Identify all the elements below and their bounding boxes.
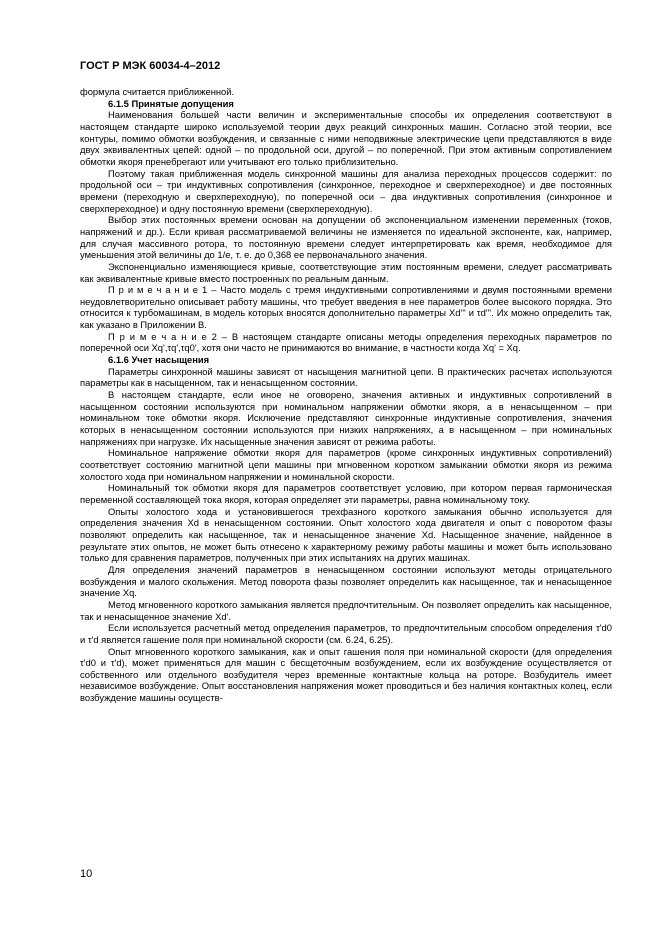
body-paragraph: Если используется расчетный метод определения параметров, то предпочтительным способом определения τ'd0 и τ'd является гашение поля при номинальной скорости (см. 6.24, 6.25). [80,622,612,645]
body-paragraph: Опыт мгновенного короткого замыкания, как и опыт гашения поля при номинальной скорости (для определения τ'd0 и τ'd), может применяться для машин с бесщеточным возбуждением, если их возбуждение осуществляется от собственного или отдельного возбудителя через временные контактные кольца на роторе. Возбудитель имеет независимое возбуждение. Опыт восстановления напряжения может проводиться и без наличия контактных колец, если возбуждение машины осуществ- [80,645,612,704]
section-heading: 6.1.5 Принятые допущения [108,97,234,109]
body-paragraph: Для определения значений параметров в ненасыщенном состоянии используют методы отрицательного возбуждения и малого скольжения. Метод поворота фазы позволяет определить как насыщенное, так и ненасыщенное значение Xq. [80,563,612,599]
document-page [80,60,612,704]
document-header: ГОСТ Р МЭК 60034-4–2012 [80,60,221,72]
section-heading: 6.1.6 Учет насыщения [108,354,210,366]
body-paragraph: формула считается приближенной. [80,86,235,97]
body-paragraph: П р и м е ч а н и е 2 – В настоящем стандарте описаны методы определения переходных параметров по поперечной оси Xq',τq',τq0', хотя они часто не принимаются во внимание, в частности когда Xq' = Xq. [80,330,612,354]
body-paragraph: Параметры синхронной машины зависят от насыщения магнитной цепи. В практических расчетах используются параметры как в насыщенном, так и ненасыщенном состоянии. [80,365,612,389]
body-paragraph: Номинальное напряжение обмотки якоря для параметров (кроме синхронных индуктивных сопротивлений) соответствует состоянию магнитной цепи машины при мгновенном коротком замыкании обмотки якоря из режима холостого хода при номинальном напряжении и номинальной скорости. [80,447,612,482]
page-number: 10 [80,868,93,880]
body-paragraph: В настоящем стандарте, если иное не оговорено, значения активных и индуктивных сопротивлений в насыщенном состоянии используются при номинальном напряжении обмотки якоря, а в ненасыщенном – при номинальном токе обмотки якоря. Исключение представляют синхронные индуктивные сопротивления, значения которых в ненасыщенном состоянии используются при низких напряжениях, а в насыщенном – при номинальных напряжениях при нагрузке. Их насыщенные значения зависят от режима работы. [80,389,612,447]
body-paragraph: Опыты холостого хода и установившегося трехфазного короткого замыкания обычно используется для определения значения Xd в ненасыщенном состоянии. Опыт холостого хода двигателя и опыт с поворотом фазы позволяют определить как насыщенное, так и ненасыщенное значение Xd. Насыщенное значение, найденное в результате этих опытов, не может быть отнесено к характерному режиму работы машины и может быть использовано только для сравнения параметров, полученных при этих испытаниях на других машинах. [80,505,612,564]
body-paragraph: Метод мгновенного короткого замыкания является предпочтительным. Он позволяет определить как насыщенное, так и ненасыщенное значение Xd'. [80,598,612,622]
body-paragraph: Номинальный ток обмотки якоря для параметров соответствует условию, при котором первая гармоническая переменной составляющей тока якоря, которая определяет эти параметры, равна номинальному току. [80,482,612,505]
body-paragraph: Выбор этих постоянных времени основан на допущении об экспоненциальном изменении переменных (токов, напряжений и др.). Если кривая рассматриваемой величины не изменяется по идеальной экспоненте, как, например, для случая массивного ротора, то постоянную времени следует интерпретировать как время, необходимое для уменьшения этой величины до 1/e, т. е. до 0,368 ее первоначального значения. [80,214,612,261]
document-body [80,86,612,704]
body-paragraph: Экспоненциально изменяющиеся кривые, соответствующие этим постоянным времени, следует рассматривать как эквивалентные кривые вместо построенных по реальным данным. [80,260,612,284]
body-paragraph: П р и м е ч а н и е 1 – Часто модель с тремя индуктивными сопротивлениями и двумя постоянными времени неудовлетворительно описывает работу машины, что требует введения в нее параметров более высокого порядка. Это относится к турбомашинам, в модель которых вносятся дополнительно параметры Xd''' и τd'''. Их можно определить так, как указано в Приложении В. [80,284,612,331]
body-paragraph: Поэтому такая приближенная модель синхронной машины для анализа переходных процессов содержит: по продольной оси – три индуктивных сопротивления (синхронное, переходное и сверхпереходное) и две постоянных времени (переходную и сверхпереходную), по поперечной оси – два индуктивных сопротивления (синхронное и сверхпереходное) и одну постоянную времени (сверхпереходную). [80,167,612,214]
body-paragraph: Наименования большей части величин и экспериментальные способы их определения соответствуют в настоящем стандарте широко используемой теории двух реакций синхронных машин. Согласно этой теории, все контуры, помимо обмотки возбуждения, и связанные с ними неподвижные электрические цепи представляются в виде двух эквивалентных цепей: одной – по продольной оси, другой – по поперечной. При этом активным сопротивлением обмотки якоря пренебрегают или учитывают его только приблизительно. [80,109,612,167]
